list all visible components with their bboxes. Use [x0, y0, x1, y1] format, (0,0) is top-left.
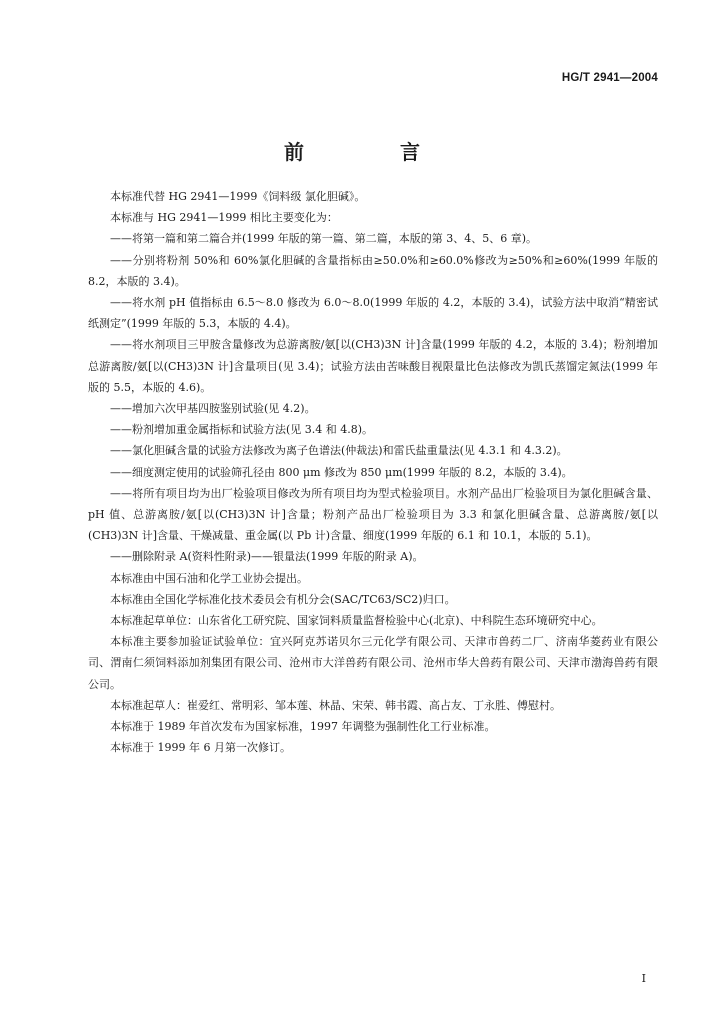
paragraph-centralized-by: 本标准由全国化学标准化技术委员会有机分会(SAC/TC63/SC2)归口。 [110, 592, 456, 606]
paragraph-drafters: 本标准起草人：崔爱红、常明彩、邹本莲、林晶、宋荣、韩书霞、高占友、丁永胜、傅慰村。 [110, 698, 561, 712]
paragraph-drafting-units: 本标准起草单位：山东省化工研究院、国家饲料质量监督检验中心(北京)、中科院生态环境研究中心。 [110, 614, 603, 628]
page-title: 前 言 [284, 140, 458, 164]
paragraph-replaces: 本标准代替 HG 2941—1999《饲料级 氯化胆碱》。 [110, 190, 366, 203]
change-item-appendix: ——删除附录 A(资料性附录)——银量法(1999 年版的附录 A)。 [110, 550, 424, 564]
paragraph-history: 本标准于 1989 年首次发布为国家标准，1997 年调整为强制性化工行业标准。 [110, 720, 496, 734]
paragraph-verification-units: 本标准主要参加验证试验单位：宜兴阿克苏诺贝尔三元化学有限公司、天津市兽药二厂、济南华菱药业有限公司、渭南仁须饲料添加剂集团有限公司、沧州市大洋兽药有限公司、沧州市华大兽药有限公司、天津市渤海兽药有限公司。 [88, 635, 658, 691]
change-item-inspection: ——将所有项目均为出厂检验项目修改为所有项目均为型式检验项目。水剂产品出厂检验项目为氯化胆碱含量、pH 值、总游离胺/氨[以(CH3)3N 计]含量；粉剂产品出厂检验项目为 3.3 和氯化胆碱含量、总游离胺/氨[以(CH3)3N 计]含量、干燥减量、重金属(以 Pb 计)含量、细度(1999 年版的 6.1 和 10.1，本版的 5.1)。 [88, 486, 658, 543]
paragraph-revision: 本标准于 1999 年 6 月第一次修订。 [110, 741, 291, 755]
change-item-content: ——分别将粉剂 50%和 60%氯化胆碱的含量指标由≥50.0%和≥60.0%修改为≥50%和≥60%(1999 年版的 8.2，本版的 3.4)。 [88, 253, 658, 288]
standard-code: HG/T 2941—2004 [561, 72, 658, 84]
change-item-test-method: ——氯化胆碱含量的试验方法修改为离子色谱法(仲裁法)和雷氏盐重量法(见 4.3.1 和 4.3.2)。 [110, 444, 568, 458]
change-item-heavy-metal: ——粉剂增加重金属指标和试验方法(见 3.4 和 4.8)。 [110, 423, 374, 437]
change-item-sieve: ——细度测定使用的试验筛孔径由 800 μm 修改为 850 μm(1999 年版的 8.2，本版的 3.4)。 [110, 465, 573, 479]
foreword-body [88, 186, 658, 758]
change-item-merge: ——将第一篇和第二篇合并(1999 年版的第一篇、第二篇，本版的第 3、4、5、6 章)。 [110, 232, 538, 246]
change-item-identification: ——增加六次甲基四胺鉴别试验(见 4.2)。 [110, 402, 316, 416]
change-item-ph: ——将水剂 pH 值指标由 6.5～8.0 修改为 6.0～8.0(1999 年版的 4.2，本版的 3.4)，试验方法中取消“精密试纸测定”(1999 年版的 5.3，本版的 4.4)。 [88, 296, 658, 331]
change-item-amine: ——将水剂项目三甲胺含量修改为总游离胺/氨[以(CH3)3N 计]含量(1999 年版的 4.2，本版的 3.4)；粉剂增加总游离胺/氨[以(CH3)3N 计]含量项目(见 3.4)；试验方法由苦味酸目视限量比色法修改为凯氏蒸馏定氮法(1999 年版的 5.5，本版的 4.6)。 [88, 338, 658, 394]
paragraph-proposed-by: 本标准由中国石油和化学工业协会提出。 [110, 571, 308, 585]
paragraph-changes-intro: 本标准与 HG 2941—1999 相比主要变化为： [110, 211, 338, 225]
page-number: I [641, 972, 646, 985]
